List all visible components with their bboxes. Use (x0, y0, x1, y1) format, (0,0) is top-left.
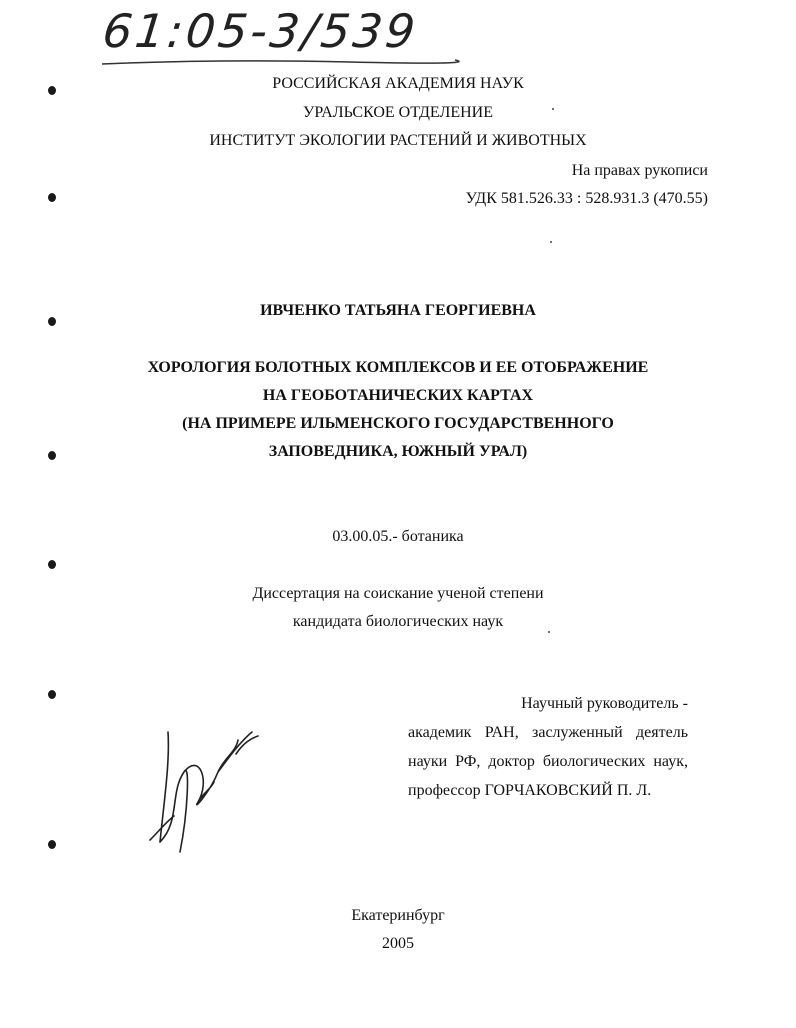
binding-hole-mark (48, 193, 56, 202)
academy-name: РОССИЙСКАЯ АКАДЕМИЯ НАУК (272, 75, 524, 92)
degree-line: Диссертация на соискание ученой степени (252, 585, 544, 602)
udk-code: УДК 581.526.33 : 528.931.3 (470.55) (465, 190, 708, 207)
scan-speck (548, 631, 550, 633)
author-signature (140, 712, 270, 862)
handwritten-archive-number: 61:05-3/539 (100, 4, 421, 58)
binding-hole-mark (48, 690, 56, 699)
thesis-title-line: (НА ПРИМЕРЕ ИЛЬМЕНСКОГО ГОСУДАРСТВЕННОГО (182, 415, 614, 432)
city: Екатеринбург (351, 907, 445, 924)
supervisor-line: профессор ГОРЧАКОВСКИЙ П. Л. (408, 782, 652, 799)
supervisor-line: науки РФ, доктор биологических наук, (408, 753, 688, 770)
institute-name: ИНСТИТУТ ЭКОЛОГИИ РАСТЕНИЙ И ЖИВОТНЫХ (209, 132, 587, 149)
thesis-title-line: ХОРОЛОГИЯ БОЛОТНЫХ КОМПЛЕКСОВ И ЕЕ ОТОБРАЖЕНИЕ (147, 359, 649, 376)
supervisor-line: академик РАН, заслуженный деятель (408, 724, 688, 741)
thesis-title-line: НА ГЕОБОТАНИЧЕСКИХ КАРТАХ (262, 387, 534, 404)
branch-name: УРАЛЬСКОЕ ОТДЕЛЕНИЕ (303, 104, 493, 121)
author-name: ИВЧЕНКО ТАТЬЯНА ГЕОРГИЕВНА (260, 302, 536, 319)
handwritten-underline (100, 56, 460, 68)
degree-line: кандидата биологических наук (292, 613, 504, 630)
binding-hole-mark (48, 840, 56, 849)
manuscript-rights: На правах рукописи (571, 162, 708, 179)
binding-hole-mark (48, 560, 56, 569)
specialty-code: 03.00.05.- ботаника (332, 528, 464, 545)
scan-speck (550, 241, 552, 243)
supervisor-block (408, 695, 688, 811)
thesis-title-line: ЗАПОВЕДНИКА, ЮЖНЫЙ УРАЛ) (268, 443, 528, 460)
supervisor-line: Научный руководитель - (521, 695, 688, 712)
year: 2005 (382, 935, 414, 952)
